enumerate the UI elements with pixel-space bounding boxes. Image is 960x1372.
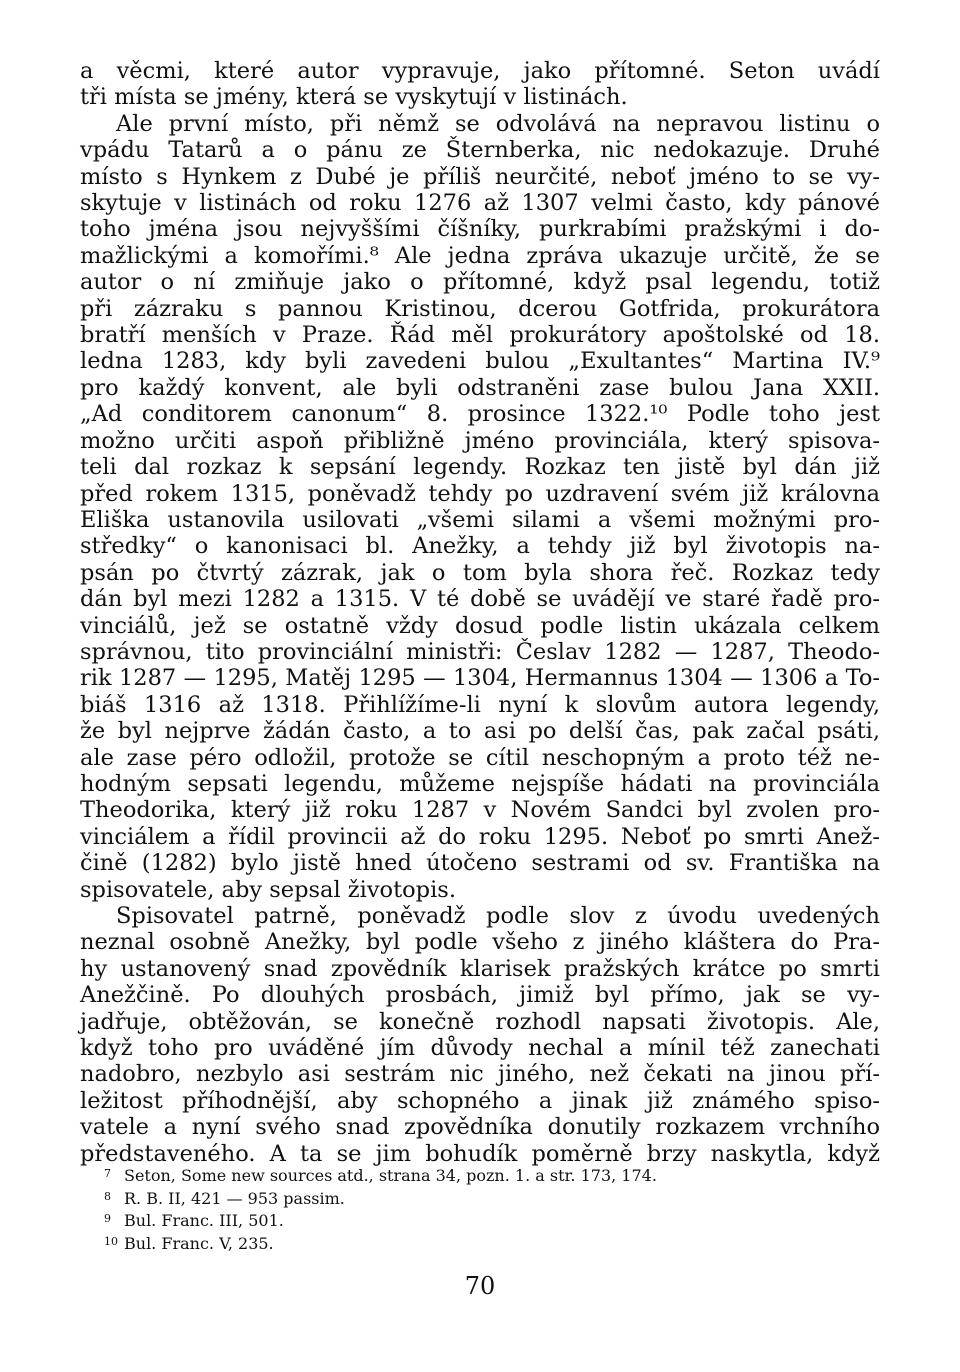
text-line: bratří menších v Praze. Řád měl prokurátory apoštolské od 18.: [80, 322, 880, 349]
text-line: toho jména jsou nejvyššími číšníky, purkrabími pražskými i do-: [80, 216, 880, 243]
footnotes: [104, 1164, 804, 1254]
text-line: možno určiti aspoň přibližně jméno provinciála, který spisova-: [80, 427, 880, 454]
text-line: psán po čtvrtý zázrak, jak o tom byla shora řeč. Rozkaz tedy: [80, 559, 880, 586]
text-line: že byl nejprve žádán často, a to asi po delší čas, pak začal psáti,: [80, 718, 880, 745]
text-line: místo s Hynkem z Dubé je příliš neurčité, neboť jméno to se vy-: [80, 163, 880, 190]
text-line: skytuje v listinách od roku 1276 až 1307 velmi často, kdy pánové: [80, 190, 880, 217]
text-line: Eliška ustanovila usilovati „všemi silami a všemi možnými pro-: [80, 506, 880, 533]
footnote-text: Bul. Franc. III, 501.: [124, 1211, 284, 1230]
text-line: jadřuje, obtěžován, se konečně rozhodl napsati životopis. Ale,: [80, 1008, 880, 1035]
text-line: hodným sepsati legendu, můžeme nejspíše hádati na provinciála: [80, 770, 880, 797]
footnote: [104, 1164, 804, 1187]
footnote: [104, 1209, 804, 1232]
text-line: představeného. A ta se jim bohudík poměrně brzy naskytla, když: [80, 1140, 880, 1167]
text-line: a věcmi, které autor vypravuje, jako přítomné. Seton uvádí: [80, 58, 880, 84]
text-line: při zázraku s pannou Kristinou, dcerou Gotfrida, prokurátora: [80, 295, 880, 322]
footnote: [104, 1232, 804, 1255]
text-line: vinciálem a řídil provincii až do roku 1295. Neboť po smrti Anež-: [80, 823, 880, 850]
text-line: Spisovatel patrně, poněvadž podle slov z úvodu uvedených: [116, 903, 880, 929]
footnote-text: R. B. II, 421 — 953 passim.: [124, 1188, 345, 1208]
text-line: čině (1282) bylo jistě hned útočeno sestrami od sv. Františka na: [80, 850, 880, 877]
text-line: vinciálů, jež se ostatně vždy dosud podle listin ukázala celkem: [80, 612, 880, 639]
text-line: nadobro, nezbylo asi sestrám nic jiného, než čekati na jinou pří-: [80, 1061, 880, 1088]
text-line: biáš 1316 až 1318. Přihlížíme-li nyní k slovům autora legendy,: [80, 691, 880, 718]
text-line: správnou, tito provinciální ministři: Česlav 1282 — 1287, Theodo-: [80, 638, 880, 665]
text-line: hy ustanovený snad zpovědník klarisek pražských krátce po smrti: [80, 955, 880, 982]
text-line: vatele a nyní svého snad zpovědníka donutily rozkazem vrchního: [80, 1114, 880, 1141]
text-line: Anežčině. Po dlouhých prosbách, jimiž byl přímo, jak se vy-: [80, 982, 880, 1009]
text-line: spisovatele, aby sepsal životopis.: [80, 876, 456, 903]
text-line: „Ad conditorem canonum“ 8. prosince 1322.¹⁰ Podle toho jest: [80, 401, 880, 428]
text-line: mažlickými a komořími.⁸ Ale jedna zpráva ukazuje určitě, že se: [80, 242, 880, 269]
text-line: ledna 1283, kdy byli zavedeni bulou „Exultantes“ Martina IV.⁹: [80, 348, 880, 375]
footnote-number: 7: [104, 1167, 111, 1180]
text-line: Ale první místo, při němž se odvolává na nepravou listinu o: [116, 110, 880, 137]
text-line: pro každý konvent, ale byli odstraněni zase bulou Jana XXII.: [80, 374, 880, 401]
text-line: před rokem 1315, poněvadž tehdy po uzdravení svém již královna: [80, 480, 880, 507]
text-line: Theodorika, který již roku 1287 v Novém Sandci byl zvolen pro-: [80, 797, 880, 824]
text-line: ale zase péro odložil, protože se cítil neschopným a proto též ne-: [80, 744, 880, 771]
body-text: [80, 58, 880, 1167]
text-line: středky“ o kanonisaci bl. Anežky, a tehdy již byl životopis na-: [80, 533, 880, 560]
text-line: teli dal rozkaz k sepsání legendy. Rozkaz ten jistě byl dán již: [80, 454, 880, 481]
footnote-number: 10: [104, 1234, 118, 1248]
footnote-number: 8: [104, 1189, 111, 1203]
text-line: tři místa se jmény, která se vyskytují v listinách.: [80, 84, 628, 111]
footnote: [104, 1187, 804, 1210]
text-line: neznal osobně Anežky, byl podle všeho z jiného kláštera do Pra-: [80, 929, 880, 956]
text-line: když toho pro uváděné jím důvody nechal a mínil též zanechati: [80, 1035, 880, 1062]
footnote-number: 9: [104, 1212, 111, 1225]
text-line: vpádu Tatarů a o pánu ze Šternberka, nic nedokazuje. Druhé: [80, 137, 880, 164]
footnote-text: Seton, Some new sources atd., strana 34, pozn. 1. a str. 173, 174.: [124, 1166, 657, 1185]
footnote-text: Bul. Franc. V, 235.: [124, 1233, 274, 1253]
text-line: dán byl mezi 1282 a 1315. V té době se uvádějí ve staré řadě pro-: [80, 586, 880, 613]
page-number: 70: [464, 1272, 496, 1300]
text-line: rik 1287 — 1295, Matěj 1295 — 1304, Hermannus 1304 — 1306 a To-: [80, 665, 880, 692]
text-line: ležitost příhodnější, aby schopného a jinak již známého spiso-: [80, 1087, 880, 1114]
text-line: autor o ní zmiňuje jako o přítomné, když psal legendu, totiž: [80, 269, 880, 296]
